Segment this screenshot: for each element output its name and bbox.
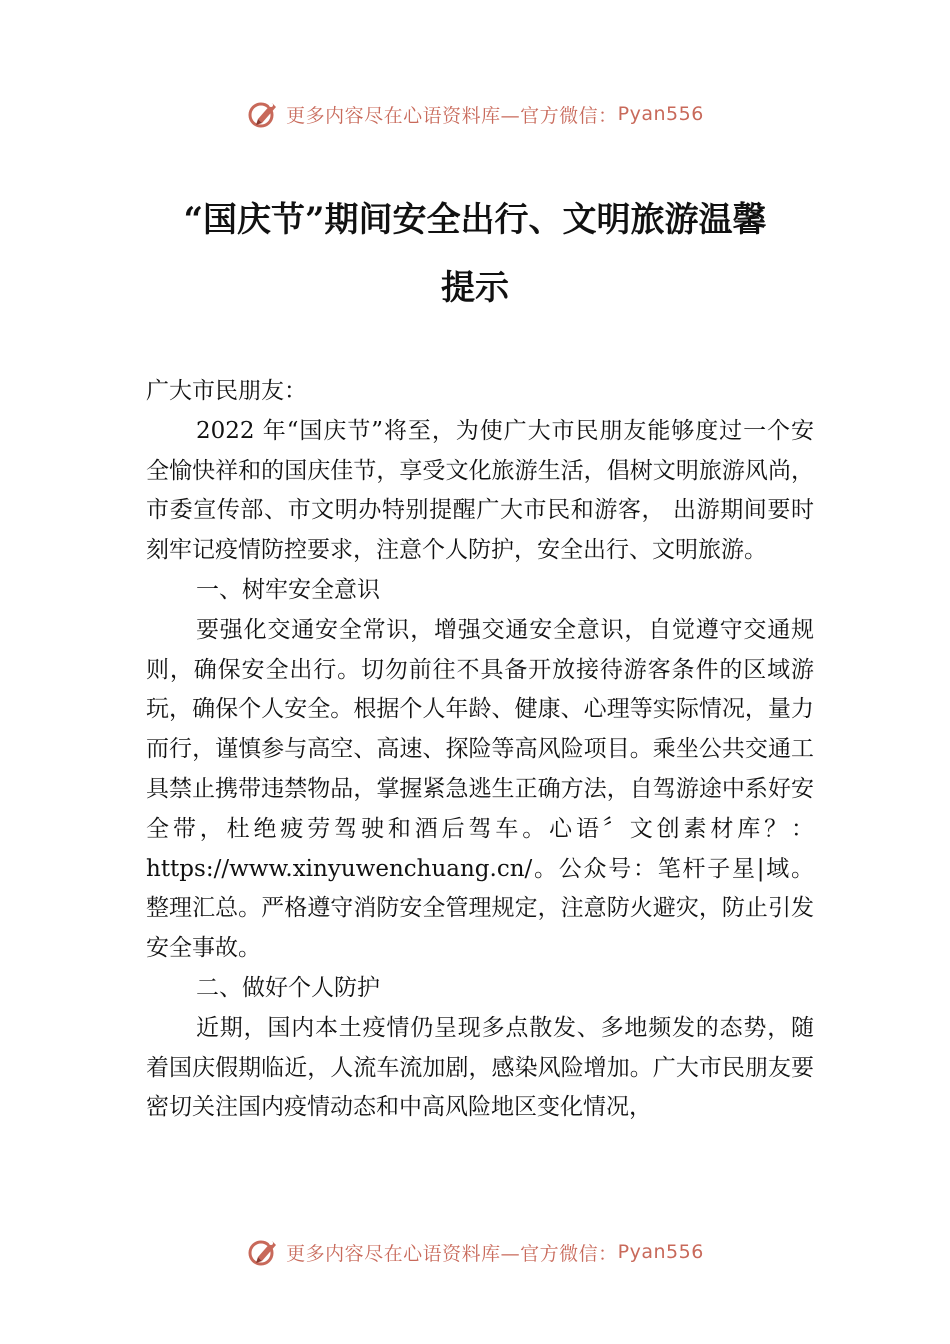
section-2-heading: 二、做好个人防护 — [196, 974, 380, 1001]
header-banner — [0, 94, 950, 134]
header-banner-text: 更多内容尽在心语资料库—官方微信： — [286, 104, 618, 127]
section-1-heading: 一、树牢安全意识 — [196, 576, 380, 603]
pen-nib-circle-icon — [246, 1235, 280, 1269]
section-2-paragraph: 近期，国内本土疫情仍呈现多点散发、多地频发的态势，随着国庆假期临近，人流车流加剧，感染风险增加。广大市民朋友要密切关注国内疫情动态和中高风险地区变化情况， — [146, 1014, 814, 1121]
footer-banner — [0, 1232, 950, 1272]
intro-paragraph: 2022 年“国庆节”将至，为使广大市民朋友能够度过一个安全愉快祥和的国庆佳节，享受文化旅游生活，倡树文明旅游风尚，市委宣传部、市文明办特别提醒广大市民和游客， 出游期间要时刻牢记疫情防控要求，注意个人防护，安全出行、文明旅游。 — [146, 417, 814, 564]
header-wechat-id: Pyan556 — [617, 103, 704, 125]
title-line-2: 提示 — [441, 268, 509, 308]
pen-nib-circle-icon — [246, 97, 280, 131]
salutation: 广大市民朋友： — [146, 378, 307, 404]
document-body — [146, 372, 814, 1128]
footer-wechat-id: Pyan556 — [617, 1241, 704, 1263]
footer-banner-text: 更多内容尽在心语资料库—官方微信： — [286, 1242, 618, 1265]
title-line-1: “国庆节”期间安全出行、文明旅游温馨 — [183, 200, 767, 240]
document-title — [0, 186, 950, 322]
section-1-paragraph: 要强化交通安全常识，增强交通安全意识，自觉遵守交通规则，确保安全出行。切勿前往不具备开放接待游客条件的区域游玩，确保个人安全。根据个人年龄、健康、心理等实际情况，量力而行，谨慎参与高空、高速、探险等高风险项目。乘坐公共交通工具禁止携带违禁物品，掌握紧急逃生正确方法，自驾游途中系好安全带，杜绝疲劳驾驶和酒后驾车。心语〞文创素材库？：https://www.xinyuwenchuang.cn/。公众号：笔杆子星|域。整理汇总。严格遵守消防安全管理规定，注意防火避灾，防止引发安全事故。 — [146, 616, 814, 962]
